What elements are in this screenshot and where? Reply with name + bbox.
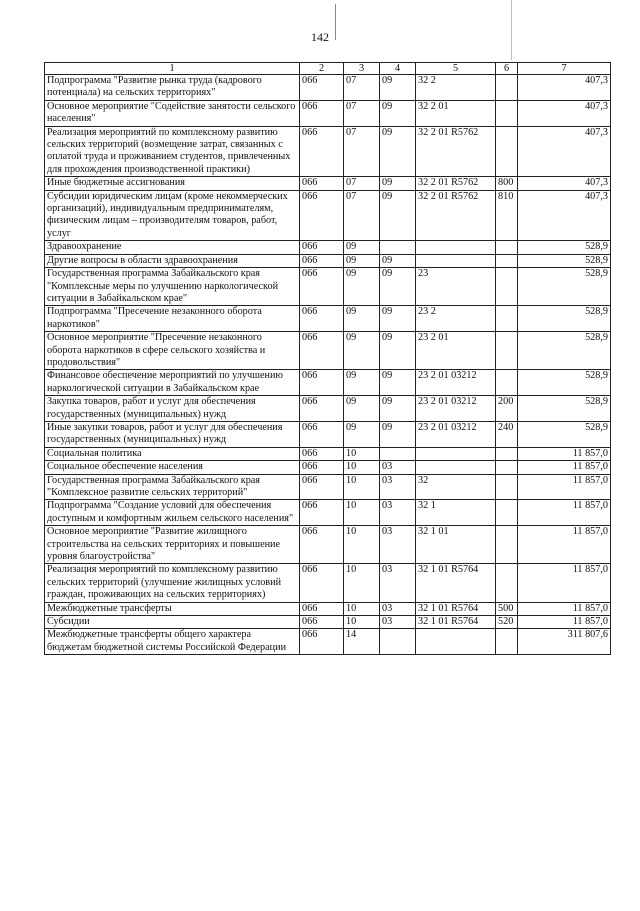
row-name-cell: Подпрограмма "Создание условий для обеспечения доступным и комфортным жильем сельского населения"	[45, 500, 300, 526]
table-body	[45, 75, 611, 655]
row-target-article-cell	[416, 254, 496, 267]
header-col-3: 3	[344, 63, 380, 75]
row-subsection-cell: 09	[380, 396, 416, 422]
row-section-cell: 10	[344, 616, 380, 629]
row-expense-type-cell	[496, 306, 518, 332]
header-col-7: 7	[518, 63, 611, 75]
row-name-cell: Основное мероприятие "Пресечение незаконного оборота наркотиков в сфере сельского хозяйства и продовольствия"	[45, 332, 300, 370]
row-name-cell: Иные закупки товаров, работ и услуг для обеспечения государственных (муниципальных) нужд	[45, 421, 300, 447]
row-target-article-cell: 23 2 01 03212	[416, 421, 496, 447]
row-name-cell: Межбюджетные трансферты	[45, 602, 300, 615]
row-target-article-cell: 32 2 01 R5762	[416, 126, 496, 177]
table-row	[45, 616, 611, 629]
row-section-cell: 10	[344, 526, 380, 564]
table-row	[45, 396, 611, 422]
row-expense-type-cell	[496, 461, 518, 474]
row-subsection-cell: 03	[380, 602, 416, 615]
row-expense-type-cell	[496, 500, 518, 526]
table-row	[45, 500, 611, 526]
table-row	[45, 268, 611, 306]
row-expense-type-cell	[496, 241, 518, 254]
header-col-2: 2	[300, 63, 344, 75]
row-expense-type-cell: 810	[496, 190, 518, 241]
row-target-article-cell	[416, 241, 496, 254]
row-name-cell: Иные бюджетные ассигнования	[45, 177, 300, 190]
row-grbs-cell: 066	[300, 75, 344, 101]
row-grbs-cell: 066	[300, 500, 344, 526]
row-amount-cell: 407,3	[518, 75, 611, 101]
row-expense-type-cell	[496, 126, 518, 177]
row-expense-type-cell	[496, 564, 518, 602]
row-amount-cell: 311 807,6	[518, 629, 611, 655]
row-amount-cell: 407,3	[518, 126, 611, 177]
row-target-article-cell: 23 2 01 03212	[416, 396, 496, 422]
row-amount-cell: 407,3	[518, 100, 611, 126]
row-name-cell: Финансовое обеспечение мероприятий по улучшению наркологической ситуации в Забайкальском крае	[45, 370, 300, 396]
row-section-cell: 10	[344, 564, 380, 602]
row-section-cell: 09	[344, 306, 380, 332]
row-amount-cell: 11 857,0	[518, 500, 611, 526]
row-expense-type-cell: 520	[496, 616, 518, 629]
table-row	[45, 602, 611, 615]
table-header-row	[45, 63, 611, 75]
row-target-article-cell	[416, 629, 496, 655]
row-target-article-cell: 23 2 01	[416, 332, 496, 370]
row-subsection-cell: 03	[380, 616, 416, 629]
row-amount-cell: 11 857,0	[518, 474, 611, 500]
row-name-cell: Подпрограмма "Развитие рынка труда (кадрового потенциала) на сельских территориях"	[45, 75, 300, 101]
row-grbs-cell: 066	[300, 177, 344, 190]
row-target-article-cell	[416, 461, 496, 474]
table-row	[45, 474, 611, 500]
row-section-cell: 07	[344, 75, 380, 101]
row-name-cell: Основное мероприятие "Содействие занятости сельского населения"	[45, 100, 300, 126]
row-subsection-cell: 03	[380, 474, 416, 500]
row-grbs-cell: 066	[300, 190, 344, 241]
row-target-article-cell: 32 2 01	[416, 100, 496, 126]
row-grbs-cell: 066	[300, 602, 344, 615]
row-name-cell: Социальное обеспечение населения	[45, 461, 300, 474]
row-amount-cell: 528,9	[518, 421, 611, 447]
row-subsection-cell: 09	[380, 177, 416, 190]
row-amount-cell: 11 857,0	[518, 602, 611, 615]
row-expense-type-cell: 800	[496, 177, 518, 190]
row-grbs-cell: 066	[300, 370, 344, 396]
row-expense-type-cell	[496, 526, 518, 564]
row-expense-type-cell	[496, 474, 518, 500]
row-section-cell: 10	[344, 447, 380, 460]
row-expense-type-cell	[496, 447, 518, 460]
row-amount-cell: 11 857,0	[518, 564, 611, 602]
row-expense-type-cell	[496, 75, 518, 101]
row-expense-type-cell: 500	[496, 602, 518, 615]
row-amount-cell: 407,3	[518, 190, 611, 241]
row-subsection-cell: 09	[380, 306, 416, 332]
row-amount-cell: 528,9	[518, 306, 611, 332]
table-row	[45, 461, 611, 474]
row-name-cell: Субсидии юридическим лицам (кроме некоммерческих организаций), индивидуальным предпринимателям, физическим лицам – производителям товаров, работ, услуг	[45, 190, 300, 241]
row-subsection-cell: 09	[380, 190, 416, 241]
row-target-article-cell: 32 1 01 R5764	[416, 602, 496, 615]
row-target-article-cell: 32 1 01	[416, 526, 496, 564]
row-target-article-cell: 32 2 01 R5762	[416, 190, 496, 241]
row-name-cell: Основное мероприятие "Развитие жилищного строительства на сельских территориях и повышение уровня благоустройства"	[45, 526, 300, 564]
row-section-cell: 09	[344, 254, 380, 267]
row-name-cell: Государственная программа Забайкальского края "Комплексные меры по улучшению наркологической ситуации в Забайкальском крае"	[45, 268, 300, 306]
header-col-1: 1	[45, 63, 300, 75]
row-expense-type-cell	[496, 370, 518, 396]
row-amount-cell: 11 857,0	[518, 526, 611, 564]
row-subsection-cell: 03	[380, 526, 416, 564]
row-grbs-cell: 066	[300, 447, 344, 460]
row-subsection-cell	[380, 241, 416, 254]
row-amount-cell: 528,9	[518, 370, 611, 396]
row-section-cell: 09	[344, 241, 380, 254]
row-section-cell: 07	[344, 190, 380, 241]
row-subsection-cell: 03	[380, 461, 416, 474]
row-amount-cell: 528,9	[518, 332, 611, 370]
row-expense-type-cell	[496, 254, 518, 267]
row-name-cell: Реализация мероприятий по комплексному развитию сельских территорий (возмещение затрат, связанных с оплатой труда и проживанием студентов, привлеченных для прохождения производственной практики)	[45, 126, 300, 177]
row-section-cell: 10	[344, 474, 380, 500]
row-subsection-cell: 09	[380, 332, 416, 370]
row-target-article-cell: 23 2	[416, 306, 496, 332]
row-grbs-cell: 066	[300, 254, 344, 267]
row-subsection-cell: 09	[380, 268, 416, 306]
row-name-cell: Реализация мероприятий по комплексному развитию сельских территорий (улучшение жилищных условий граждан, проживающих на сельских территориях)	[45, 564, 300, 602]
row-expense-type-cell: 200	[496, 396, 518, 422]
row-section-cell: 10	[344, 602, 380, 615]
row-subsection-cell: 09	[380, 421, 416, 447]
row-expense-type-cell	[496, 268, 518, 306]
row-target-article-cell: 32 1	[416, 500, 496, 526]
table-row	[45, 100, 611, 126]
row-section-cell: 07	[344, 177, 380, 190]
row-section-cell: 09	[344, 268, 380, 306]
row-section-cell: 09	[344, 370, 380, 396]
row-subsection-cell	[380, 629, 416, 655]
row-expense-type-cell	[496, 100, 518, 126]
header-col-6: 6	[496, 63, 518, 75]
row-target-article-cell: 32	[416, 474, 496, 500]
row-name-cell: Здравоохранение	[45, 241, 300, 254]
row-expense-type-cell	[496, 629, 518, 655]
row-grbs-cell: 066	[300, 616, 344, 629]
table-row	[45, 126, 611, 177]
row-section-cell: 07	[344, 100, 380, 126]
row-name-cell: Другие вопросы в области здравоохранения	[45, 254, 300, 267]
row-target-article-cell: 32 1 01 R5764	[416, 616, 496, 629]
row-grbs-cell: 066	[300, 332, 344, 370]
row-grbs-cell: 066	[300, 126, 344, 177]
row-section-cell: 10	[344, 461, 380, 474]
row-section-cell: 10	[344, 500, 380, 526]
row-section-cell: 09	[344, 332, 380, 370]
table-row	[45, 254, 611, 267]
row-section-cell: 14	[344, 629, 380, 655]
row-subsection-cell: 09	[380, 100, 416, 126]
row-subsection-cell	[380, 447, 416, 460]
row-target-article-cell: 32 1 01 R5764	[416, 564, 496, 602]
row-name-cell: Субсидии	[45, 616, 300, 629]
header-col-5: 5	[416, 63, 496, 75]
row-amount-cell: 528,9	[518, 396, 611, 422]
row-amount-cell: 528,9	[518, 268, 611, 306]
row-target-article-cell: 23	[416, 268, 496, 306]
row-grbs-cell: 066	[300, 421, 344, 447]
row-amount-cell: 11 857,0	[518, 461, 611, 474]
row-name-cell: Межбюджетные трансферты общего характера бюджетам бюджетной системы Российской Федерации	[45, 629, 300, 655]
row-grbs-cell: 066	[300, 629, 344, 655]
table-row	[45, 241, 611, 254]
table-row	[45, 332, 611, 370]
table-row	[45, 526, 611, 564]
row-name-cell: Социальная политика	[45, 447, 300, 460]
table-row	[45, 370, 611, 396]
row-section-cell: 09	[344, 421, 380, 447]
table-row	[45, 306, 611, 332]
row-target-article-cell: 32 2 01 R5762	[416, 177, 496, 190]
page-number: 142	[311, 30, 329, 44]
row-grbs-cell: 066	[300, 474, 344, 500]
table-row	[45, 190, 611, 241]
table-row	[45, 629, 611, 655]
row-target-article-cell	[416, 447, 496, 460]
row-grbs-cell: 066	[300, 306, 344, 332]
row-amount-cell: 11 857,0	[518, 616, 611, 629]
row-subsection-cell: 09	[380, 126, 416, 177]
row-grbs-cell: 066	[300, 396, 344, 422]
row-section-cell: 07	[344, 126, 380, 177]
row-amount-cell: 407,3	[518, 177, 611, 190]
row-expense-type-cell: 240	[496, 421, 518, 447]
row-name-cell: Государственная программа Забайкальского края "Комплексное развитие сельских территорий"	[45, 474, 300, 500]
row-amount-cell: 528,9	[518, 241, 611, 254]
row-grbs-cell: 066	[300, 268, 344, 306]
row-target-article-cell: 32 2	[416, 75, 496, 101]
row-subsection-cell: 09	[380, 75, 416, 101]
row-name-cell: Закупка товаров, работ и услуг для обеспечения государственных (муниципальных) нужд	[45, 396, 300, 422]
row-subsection-cell: 03	[380, 564, 416, 602]
table-row	[45, 177, 611, 190]
row-amount-cell: 11 857,0	[518, 447, 611, 460]
row-section-cell: 09	[344, 396, 380, 422]
row-expense-type-cell	[496, 332, 518, 370]
row-grbs-cell: 066	[300, 461, 344, 474]
budget-table	[44, 62, 611, 655]
row-grbs-cell: 066	[300, 526, 344, 564]
row-subsection-cell: 09	[380, 370, 416, 396]
row-amount-cell: 528,9	[518, 254, 611, 267]
row-name-cell: Подпрограмма "Пресечение незаконного оборота наркотиков"	[45, 306, 300, 332]
table-row	[45, 564, 611, 602]
table-row	[45, 421, 611, 447]
row-grbs-cell: 066	[300, 100, 344, 126]
header-col-4: 4	[380, 63, 416, 75]
row-grbs-cell: 066	[300, 564, 344, 602]
table-row	[45, 447, 611, 460]
row-grbs-cell: 066	[300, 241, 344, 254]
row-target-article-cell: 23 2 01 03212	[416, 370, 496, 396]
table-row	[45, 75, 611, 101]
row-subsection-cell: 03	[380, 500, 416, 526]
row-subsection-cell: 09	[380, 254, 416, 267]
